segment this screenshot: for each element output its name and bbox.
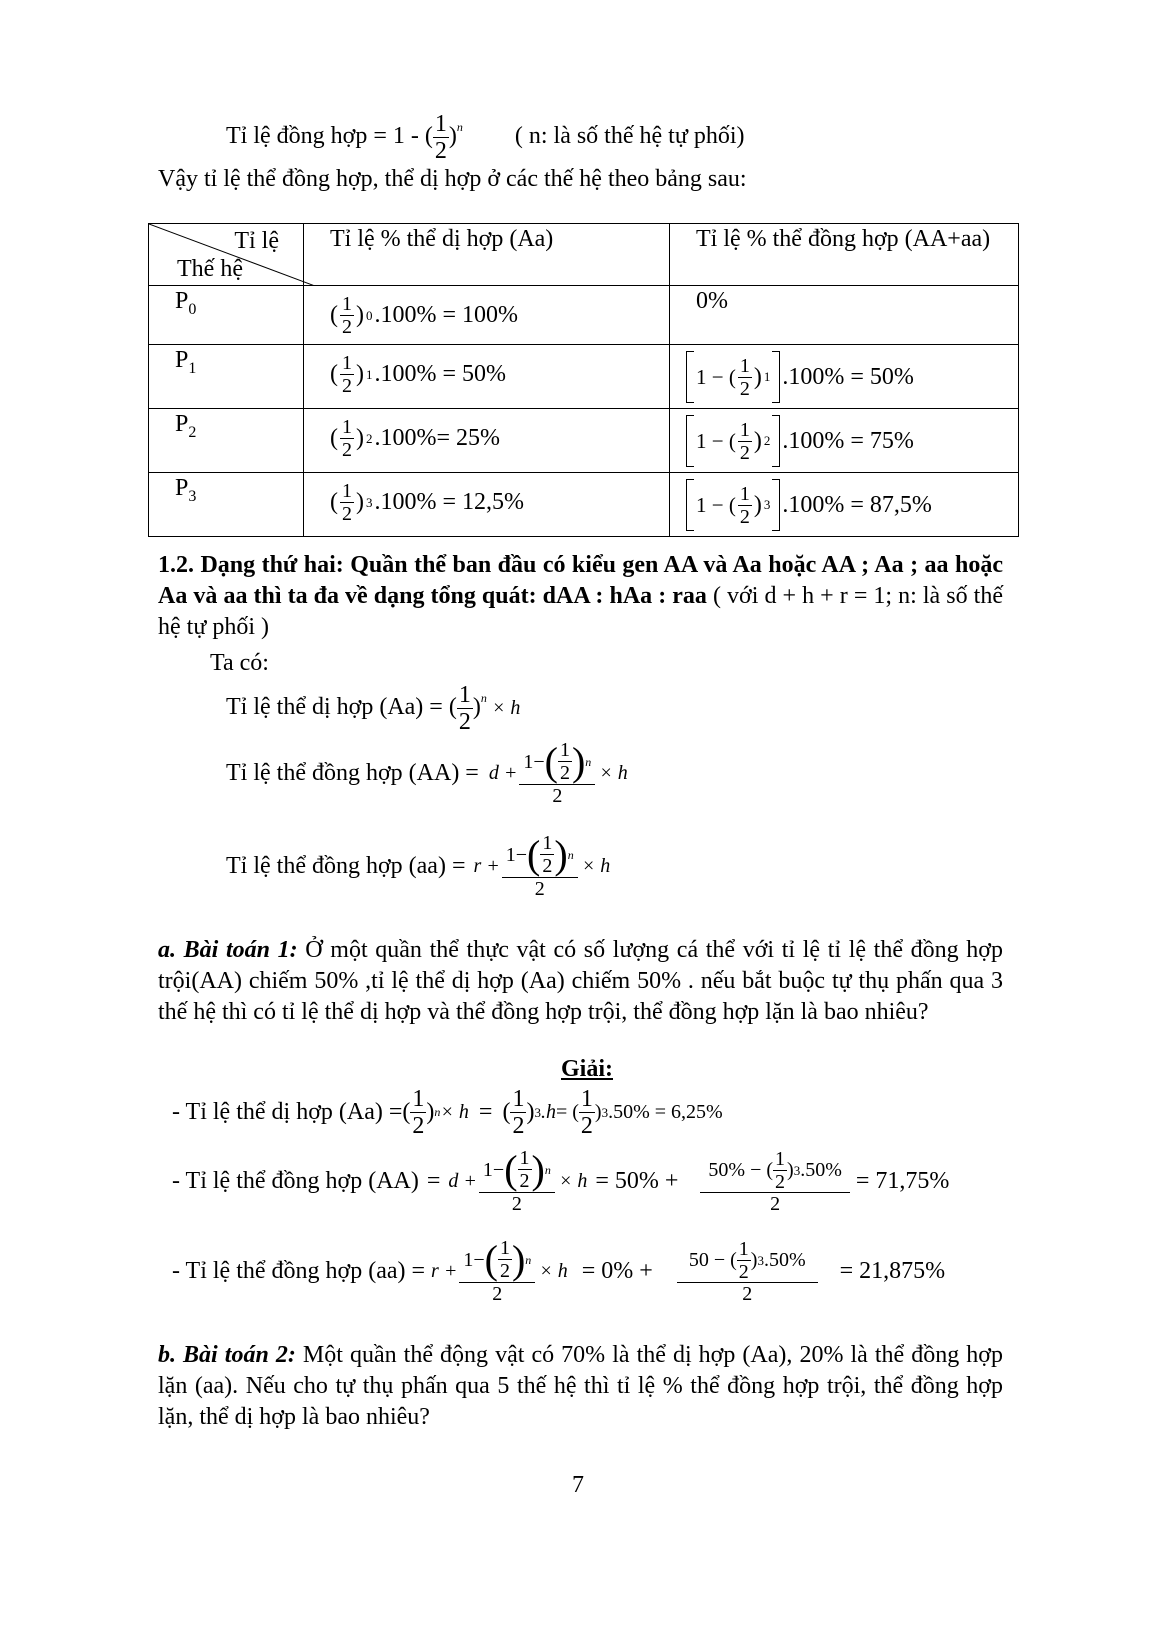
- corner-generation-label: Thế hệ: [177, 256, 243, 282]
- generation-cell: $P_0$: [149, 286, 304, 345]
- solution-heterozygous: - Tỉ lệ thể dị hợp (Aa) = ( $\frac{1}{2}$ ) n × h = ( $\frac{1}{2}$ ) 3 .h = ( $\frac{1}{2}$ ) 3 .50% = 6,25%: [172, 1086, 723, 1139]
- table-row: [149, 409, 1019, 473]
- header-homozygous: Tỉ lệ % thể đồng hợp (AA+aa): [670, 224, 1019, 286]
- formula-homozygous-dominant: Tỉ lệ thể đồng hợp (AA) = d + 1− ( $\frac{1}{2}$ ) n 2 × h: [226, 738, 628, 807]
- table-row: [149, 473, 1019, 537]
- table-intro-text: Vậy tỉ lệ thể đồng hợp, thể dị hợp ở các thế hệ theo bảng sau:: [158, 166, 747, 192]
- generation-cell: $P_2$: [149, 409, 304, 473]
- page-number: 7: [572, 1472, 584, 1498]
- generation-note: ( n: là số thế hệ tự phối): [514, 123, 745, 150]
- solution-homozygous-dominant: - Tỉ lệ thể đồng hợp (AA) = d + 1− ( $\frac{1}{2}$ ) n 2 × h = 50% + 50% − ( $\frac{1}{2}$ ) 3 .50% 2 = 71,75%: [172, 1146, 950, 1215]
- table-row: [149, 345, 1019, 409]
- ta-co-label: Ta có:: [210, 650, 269, 676]
- formula-heterozygous: Tỉ lệ thể dị hợp (Aa) = ( $\frac{1}{2}$ )$^n$ × h: [226, 682, 521, 735]
- generation-cell: $P_1$: [149, 345, 304, 409]
- table-row: [149, 286, 1019, 345]
- homozygous-cell: 0%: [670, 286, 1019, 345]
- homozygous-formula-line: Tỉ lệ đồng hợp = 1 - ( $\frac{1}{2}$ )$^n$ ( n: là số thế hệ tự phối): [226, 111, 745, 164]
- solution-title: Giải:: [561, 1056, 613, 1082]
- heterozygous-cell: ( $\frac{1}{2}$ ) 2 .100%= 25%: [304, 409, 670, 473]
- homozygous-cell: 1 − ( $\frac{1}{2}$ ) 1 .100% = 50%: [670, 345, 1019, 409]
- corner-ratio-label: Tỉ lệ: [234, 228, 279, 254]
- fraction-one-half: $\frac{1}{2}$: [434, 111, 447, 164]
- heterozygous-cell: ( $\frac{1}{2}$ ) 1 .100% = 50%: [304, 345, 670, 409]
- formula-homozygous-recessive: Tỉ lệ thể đồng hợp (aa) = r + 1− ( $\frac{1}{2}$ ) n 2 × h: [226, 831, 611, 900]
- table-corner-cell: [149, 224, 304, 286]
- problem-1: a. Bài toán 1: Ở một quần thể thực vật có số lượng cá thể với tỉ lệ tỉ lệ thể đồng hợp trội(AA) chiếm 50% ,tỉ lệ thể dị hợp (Aa) chiếm 50% . nếu bắt buộc tự thụ phấn qua 3 thế hệ thì có tỉ lệ thể dị hợp và thể đồng hợp trội, thể đồng hợp lặn là bao nhiêu?: [158, 937, 1003, 1025]
- header-heterozygous: Tỉ lệ % thể dị hợp (Aa): [304, 224, 670, 286]
- problem-2: b. Bài toán 2: Một quần thể động vật có 70% là thể dị hợp (Aa), 20% là thể đồng hợp lặn (aa). Nếu cho tự thụ phấn qua 5 thế hệ thì tỉ lệ % thể đồng hợp trội, thể đồng hợp lặn, thể dị hợp là bao nhiêu?: [158, 1342, 1003, 1430]
- homozygous-formula-label: Tỉ lệ đồng hợp = 1 - (: [226, 123, 433, 150]
- generation-ratio-table: [148, 223, 1019, 537]
- homozygous-cell: 1 − ( $\frac{1}{2}$ ) 3 .100% = 87,5%: [670, 473, 1019, 537]
- heterozygous-cell: ( $\frac{1}{2}$ ) 3 .100% = 12,5%: [304, 473, 670, 537]
- generation-cell: $P_3$: [149, 473, 304, 537]
- solution-homozygous-recessive: - Tỉ lệ thể đồng hợp (aa) = r + 1− ( $\frac{1}{2}$ ) n 2 × h = 0% + 50 − ( $\frac{1}{2}$ ) 3 .50% 2 = 21,875%: [172, 1236, 946, 1305]
- section-1-2-heading: 1.2. Dạng thứ hai: Quần thể ban đầu có kiểu gen AA và Aa hoặc AA ; Aa ; aa hoặc Aa và aa thì ta đa về dạng tổng quát: dAA : hAa : raa ( với d + h + r = 1; n: là số thế hệ tự phối ): [158, 552, 1003, 640]
- homozygous-cell: 1 − ( $\frac{1}{2}$ ) 2 .100% = 75%: [670, 409, 1019, 473]
- heterozygous-cell: ( $\frac{1}{2}$ ) 0 .100% = 100%: [304, 286, 670, 345]
